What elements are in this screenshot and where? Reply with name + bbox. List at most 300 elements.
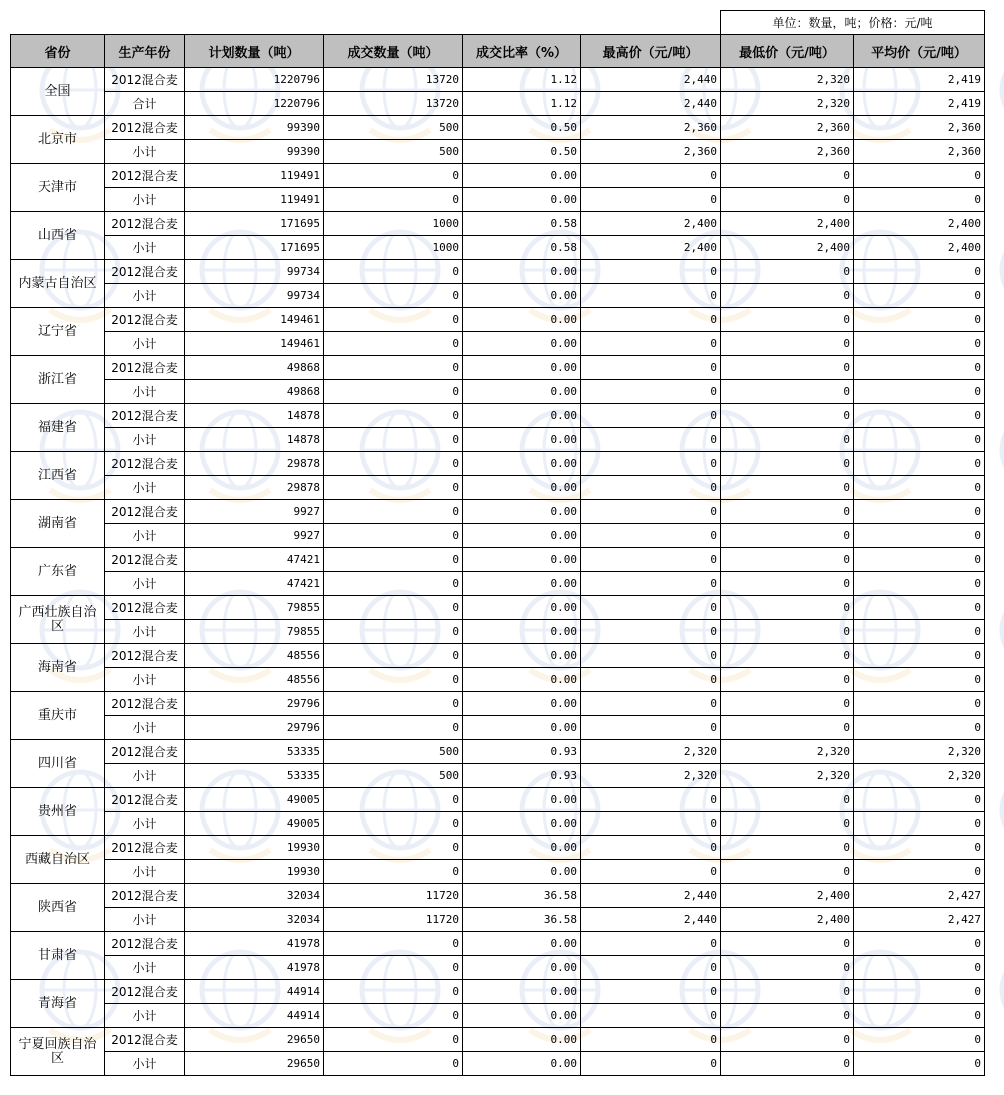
min-price-cell: 0 bbox=[721, 164, 854, 188]
max-price-cell: 0 bbox=[581, 428, 721, 452]
year-cell: 2012混合麦 bbox=[105, 500, 185, 524]
min-price-cell: 2,320 bbox=[721, 68, 854, 92]
min-price-cell: 2,320 bbox=[721, 764, 854, 788]
table-row bbox=[11, 740, 985, 764]
trade-ratio-cell: 0.00 bbox=[463, 716, 581, 740]
traded-qty-cell: 0 bbox=[324, 500, 463, 524]
max-price-cell: 0 bbox=[581, 476, 721, 500]
table-row bbox=[11, 884, 985, 908]
max-price-cell: 0 bbox=[581, 260, 721, 284]
table-row bbox=[11, 308, 985, 332]
year-cell: 小计 bbox=[105, 524, 185, 548]
avg-price-cell: 0 bbox=[854, 404, 985, 428]
table-row bbox=[11, 260, 985, 284]
max-price-cell: 0 bbox=[581, 332, 721, 356]
trade-ratio-cell: 0.50 bbox=[463, 116, 581, 140]
planned-qty-cell: 149461 bbox=[185, 332, 324, 356]
table-row bbox=[11, 116, 985, 140]
auction-results-table bbox=[10, 10, 985, 1076]
table-row bbox=[11, 716, 985, 740]
table-row bbox=[11, 356, 985, 380]
province-cell: 广西壮族自治区 bbox=[11, 596, 105, 644]
min-price-cell: 0 bbox=[721, 836, 854, 860]
planned-qty-cell: 47421 bbox=[185, 572, 324, 596]
year-cell: 2012混合麦 bbox=[105, 836, 185, 860]
max-price-cell: 0 bbox=[581, 1004, 721, 1028]
province-cell: 甘肃省 bbox=[11, 932, 105, 980]
avg-price-cell: 0 bbox=[854, 188, 985, 212]
min-price-cell: 0 bbox=[721, 644, 854, 668]
province-cell: 重庆市 bbox=[11, 692, 105, 740]
year-cell: 小计 bbox=[105, 572, 185, 596]
planned-qty-cell: 48556 bbox=[185, 668, 324, 692]
year-cell: 小计 bbox=[105, 956, 185, 980]
trade-ratio-cell: 1.12 bbox=[463, 92, 581, 116]
trade-ratio-cell: 0.58 bbox=[463, 236, 581, 260]
table-row bbox=[11, 452, 985, 476]
avg-price-cell: 0 bbox=[854, 668, 985, 692]
year-cell: 2012混合麦 bbox=[105, 404, 185, 428]
min-price-cell: 0 bbox=[721, 404, 854, 428]
table-row bbox=[11, 404, 985, 428]
trade-ratio-cell: 0.93 bbox=[463, 764, 581, 788]
year-cell: 小计 bbox=[105, 284, 185, 308]
trade-ratio-cell: 0.00 bbox=[463, 524, 581, 548]
max-price-cell: 2,360 bbox=[581, 140, 721, 164]
max-price-cell: 0 bbox=[581, 380, 721, 404]
trade-ratio-cell: 36.58 bbox=[463, 908, 581, 932]
table-row bbox=[11, 860, 985, 884]
min-price-cell: 0 bbox=[721, 308, 854, 332]
max-price-cell: 2,440 bbox=[581, 68, 721, 92]
min-price-cell: 0 bbox=[721, 1004, 854, 1028]
planned-qty-cell: 99734 bbox=[185, 260, 324, 284]
traded-qty-cell: 0 bbox=[324, 452, 463, 476]
traded-qty-cell: 0 bbox=[324, 356, 463, 380]
min-price-cell: 0 bbox=[721, 500, 854, 524]
avg-price-cell: 0 bbox=[854, 548, 985, 572]
province-cell: 湖南省 bbox=[11, 500, 105, 548]
province-cell: 宁夏回族自治区 bbox=[11, 1028, 105, 1076]
planned-qty-cell: 79855 bbox=[185, 596, 324, 620]
max-price-cell: 0 bbox=[581, 548, 721, 572]
table-row bbox=[11, 596, 985, 620]
planned-qty-cell: 47421 bbox=[185, 548, 324, 572]
traded-qty-cell: 11720 bbox=[324, 884, 463, 908]
avg-price-cell: 0 bbox=[854, 836, 985, 860]
planned-qty-cell: 29878 bbox=[185, 452, 324, 476]
traded-qty-cell: 500 bbox=[324, 740, 463, 764]
planned-qty-cell: 49005 bbox=[185, 812, 324, 836]
province-cell: 陕西省 bbox=[11, 884, 105, 932]
table-row bbox=[11, 908, 985, 932]
province-cell: 全国 bbox=[11, 68, 105, 116]
planned-qty-cell: 9927 bbox=[185, 500, 324, 524]
avg-price-cell: 2,400 bbox=[854, 212, 985, 236]
planned-qty-cell: 99390 bbox=[185, 116, 324, 140]
planned-qty-cell: 119491 bbox=[185, 188, 324, 212]
avg-price-cell: 0 bbox=[854, 860, 985, 884]
planned-qty-cell: 149461 bbox=[185, 308, 324, 332]
avg-price-cell: 0 bbox=[854, 260, 985, 284]
trade-ratio-cell: 0.00 bbox=[463, 356, 581, 380]
table-row bbox=[11, 524, 985, 548]
year-cell: 小计 bbox=[105, 140, 185, 164]
max-price-cell: 0 bbox=[581, 356, 721, 380]
max-price-cell: 0 bbox=[581, 1028, 721, 1052]
planned-qty-cell: 49005 bbox=[185, 788, 324, 812]
max-price-cell: 0 bbox=[581, 404, 721, 428]
planned-qty-cell: 44914 bbox=[185, 980, 324, 1004]
table-row bbox=[11, 812, 985, 836]
table-row bbox=[11, 572, 985, 596]
traded-qty-cell: 0 bbox=[324, 644, 463, 668]
table-row bbox=[11, 332, 985, 356]
planned-qty-cell: 41978 bbox=[185, 932, 324, 956]
table-row bbox=[11, 476, 985, 500]
max-price-cell: 0 bbox=[581, 692, 721, 716]
header-traded-qty: 成交数量（吨） bbox=[324, 35, 463, 68]
trade-ratio-cell: 0.00 bbox=[463, 836, 581, 860]
trade-ratio-cell: 0.00 bbox=[463, 692, 581, 716]
province-cell: 天津市 bbox=[11, 164, 105, 212]
trade-ratio-cell: 0.00 bbox=[463, 956, 581, 980]
traded-qty-cell: 11720 bbox=[324, 908, 463, 932]
province-cell: 贵州省 bbox=[11, 788, 105, 836]
header-max-price: 最高价（元/吨） bbox=[581, 35, 721, 68]
header-trade-ratio: 成交比率（%） bbox=[463, 35, 581, 68]
avg-price-cell: 2,320 bbox=[854, 764, 985, 788]
max-price-cell: 0 bbox=[581, 668, 721, 692]
avg-price-cell: 0 bbox=[854, 308, 985, 332]
traded-qty-cell: 500 bbox=[324, 764, 463, 788]
min-price-cell: 0 bbox=[721, 284, 854, 308]
year-cell: 2012混合麦 bbox=[105, 116, 185, 140]
trade-ratio-cell: 0.00 bbox=[463, 308, 581, 332]
year-cell: 2012混合麦 bbox=[105, 644, 185, 668]
trade-ratio-cell: 1.12 bbox=[463, 68, 581, 92]
max-price-cell: 0 bbox=[581, 524, 721, 548]
max-price-cell: 0 bbox=[581, 716, 721, 740]
max-price-cell: 0 bbox=[581, 572, 721, 596]
avg-price-cell: 0 bbox=[854, 956, 985, 980]
trade-ratio-cell: 0.00 bbox=[463, 284, 581, 308]
min-price-cell: 0 bbox=[721, 812, 854, 836]
year-cell: 2012混合麦 bbox=[105, 212, 185, 236]
min-price-cell: 2,400 bbox=[721, 236, 854, 260]
table-row bbox=[11, 68, 985, 92]
avg-price-cell: 2,419 bbox=[854, 68, 985, 92]
year-cell: 小计 bbox=[105, 860, 185, 884]
table-row bbox=[11, 500, 985, 524]
traded-qty-cell: 0 bbox=[324, 428, 463, 452]
trade-ratio-cell: 0.00 bbox=[463, 644, 581, 668]
table-row bbox=[11, 692, 985, 716]
max-price-cell: 0 bbox=[581, 644, 721, 668]
max-price-cell: 0 bbox=[581, 620, 721, 644]
planned-qty-cell: 32034 bbox=[185, 884, 324, 908]
max-price-cell: 0 bbox=[581, 596, 721, 620]
traded-qty-cell: 0 bbox=[324, 860, 463, 884]
price-table-container bbox=[10, 10, 984, 1076]
province-cell: 青海省 bbox=[11, 980, 105, 1028]
avg-price-cell: 0 bbox=[854, 356, 985, 380]
trade-ratio-cell: 0.00 bbox=[463, 188, 581, 212]
avg-price-cell: 2,427 bbox=[854, 908, 985, 932]
table-row bbox=[11, 1052, 985, 1076]
table-row bbox=[11, 164, 985, 188]
min-price-cell: 0 bbox=[721, 524, 854, 548]
planned-qty-cell: 29650 bbox=[185, 1028, 324, 1052]
avg-price-cell: 2,419 bbox=[854, 92, 985, 116]
avg-price-cell: 2,320 bbox=[854, 740, 985, 764]
planned-qty-cell: 49868 bbox=[185, 380, 324, 404]
province-cell: 江西省 bbox=[11, 452, 105, 500]
year-cell: 小计 bbox=[105, 1004, 185, 1028]
min-price-cell: 0 bbox=[721, 1052, 854, 1076]
trade-ratio-cell: 0.00 bbox=[463, 596, 581, 620]
trade-ratio-cell: 0.00 bbox=[463, 452, 581, 476]
table-row bbox=[11, 428, 985, 452]
min-price-cell: 0 bbox=[721, 956, 854, 980]
year-cell: 小计 bbox=[105, 620, 185, 644]
trade-ratio-cell: 0.00 bbox=[463, 980, 581, 1004]
traded-qty-cell: 500 bbox=[324, 116, 463, 140]
min-price-cell: 0 bbox=[721, 332, 854, 356]
avg-price-cell: 2,400 bbox=[854, 236, 985, 260]
max-price-cell: 0 bbox=[581, 1052, 721, 1076]
avg-price-cell: 0 bbox=[854, 524, 985, 548]
year-cell: 2012混合麦 bbox=[105, 740, 185, 764]
year-cell: 2012混合麦 bbox=[105, 68, 185, 92]
traded-qty-cell: 1000 bbox=[324, 212, 463, 236]
avg-price-cell: 0 bbox=[854, 980, 985, 1004]
planned-qty-cell: 41978 bbox=[185, 956, 324, 980]
max-price-cell: 2,440 bbox=[581, 908, 721, 932]
max-price-cell: 2,360 bbox=[581, 116, 721, 140]
traded-qty-cell: 13720 bbox=[324, 68, 463, 92]
unit-note: 单位：数量，吨；价格：元/吨 bbox=[721, 11, 985, 35]
table-row bbox=[11, 1004, 985, 1028]
table-row bbox=[11, 788, 985, 812]
year-cell: 小计 bbox=[105, 236, 185, 260]
year-cell: 2012混合麦 bbox=[105, 932, 185, 956]
traded-qty-cell: 500 bbox=[324, 140, 463, 164]
avg-price-cell: 0 bbox=[854, 692, 985, 716]
min-price-cell: 0 bbox=[721, 860, 854, 884]
avg-price-cell: 0 bbox=[854, 380, 985, 404]
traded-qty-cell: 0 bbox=[324, 668, 463, 692]
min-price-cell: 0 bbox=[721, 380, 854, 404]
trade-ratio-cell: 0.00 bbox=[463, 380, 581, 404]
table-row bbox=[11, 1028, 985, 1052]
avg-price-cell: 0 bbox=[854, 500, 985, 524]
avg-price-cell: 0 bbox=[854, 164, 985, 188]
avg-price-cell: 2,360 bbox=[854, 140, 985, 164]
table-row bbox=[11, 212, 985, 236]
planned-qty-cell: 99390 bbox=[185, 140, 324, 164]
min-price-cell: 0 bbox=[721, 428, 854, 452]
min-price-cell: 0 bbox=[721, 476, 854, 500]
year-cell: 小计 bbox=[105, 1052, 185, 1076]
table-row bbox=[11, 548, 985, 572]
min-price-cell: 2,400 bbox=[721, 908, 854, 932]
trade-ratio-cell: 36.58 bbox=[463, 884, 581, 908]
max-price-cell: 0 bbox=[581, 164, 721, 188]
max-price-cell: 0 bbox=[581, 956, 721, 980]
year-cell: 2012混合麦 bbox=[105, 788, 185, 812]
planned-qty-cell: 9927 bbox=[185, 524, 324, 548]
traded-qty-cell: 13720 bbox=[324, 92, 463, 116]
planned-qty-cell: 53335 bbox=[185, 764, 324, 788]
traded-qty-cell: 0 bbox=[324, 716, 463, 740]
traded-qty-cell: 0 bbox=[324, 332, 463, 356]
traded-qty-cell: 0 bbox=[324, 692, 463, 716]
traded-qty-cell: 0 bbox=[324, 812, 463, 836]
min-price-cell: 0 bbox=[721, 356, 854, 380]
planned-qty-cell: 32034 bbox=[185, 908, 324, 932]
trade-ratio-cell: 0.00 bbox=[463, 428, 581, 452]
min-price-cell: 0 bbox=[721, 668, 854, 692]
avg-price-cell: 0 bbox=[854, 332, 985, 356]
planned-qty-cell: 19930 bbox=[185, 860, 324, 884]
planned-qty-cell: 1220796 bbox=[185, 68, 324, 92]
table-body bbox=[11, 68, 985, 1076]
year-cell: 2012混合麦 bbox=[105, 692, 185, 716]
trade-ratio-cell: 0.00 bbox=[463, 164, 581, 188]
avg-price-cell: 0 bbox=[854, 620, 985, 644]
min-price-cell: 2,320 bbox=[721, 740, 854, 764]
year-cell: 2012混合麦 bbox=[105, 452, 185, 476]
min-price-cell: 0 bbox=[721, 1028, 854, 1052]
max-price-cell: 2,320 bbox=[581, 740, 721, 764]
trade-ratio-cell: 0.00 bbox=[463, 620, 581, 644]
avg-price-cell: 0 bbox=[854, 716, 985, 740]
table-row bbox=[11, 764, 985, 788]
min-price-cell: 0 bbox=[721, 716, 854, 740]
max-price-cell: 2,440 bbox=[581, 884, 721, 908]
planned-qty-cell: 44914 bbox=[185, 1004, 324, 1028]
year-cell: 小计 bbox=[105, 188, 185, 212]
trade-ratio-cell: 0.00 bbox=[463, 788, 581, 812]
min-price-cell: 0 bbox=[721, 980, 854, 1004]
planned-qty-cell: 29650 bbox=[185, 1052, 324, 1076]
planned-qty-cell: 1220796 bbox=[185, 92, 324, 116]
trade-ratio-cell: 0.00 bbox=[463, 500, 581, 524]
avg-price-cell: 0 bbox=[854, 284, 985, 308]
traded-qty-cell: 0 bbox=[324, 620, 463, 644]
year-cell: 小计 bbox=[105, 908, 185, 932]
table-row bbox=[11, 284, 985, 308]
trade-ratio-cell: 0.00 bbox=[463, 932, 581, 956]
planned-qty-cell: 171695 bbox=[185, 212, 324, 236]
max-price-cell: 0 bbox=[581, 452, 721, 476]
max-price-cell: 2,320 bbox=[581, 764, 721, 788]
planned-qty-cell: 171695 bbox=[185, 236, 324, 260]
min-price-cell: 0 bbox=[721, 596, 854, 620]
province-cell: 西藏自治区 bbox=[11, 836, 105, 884]
trade-ratio-cell: 0.93 bbox=[463, 740, 581, 764]
min-price-cell: 0 bbox=[721, 620, 854, 644]
traded-qty-cell: 0 bbox=[324, 380, 463, 404]
avg-price-cell: 2,427 bbox=[854, 884, 985, 908]
table-row bbox=[11, 140, 985, 164]
planned-qty-cell: 19930 bbox=[185, 836, 324, 860]
table-row bbox=[11, 956, 985, 980]
min-price-cell: 0 bbox=[721, 188, 854, 212]
traded-qty-cell: 0 bbox=[324, 932, 463, 956]
planned-qty-cell: 119491 bbox=[185, 164, 324, 188]
table-row bbox=[11, 620, 985, 644]
year-cell: 小计 bbox=[105, 332, 185, 356]
province-cell: 四川省 bbox=[11, 740, 105, 788]
min-price-cell: 0 bbox=[721, 548, 854, 572]
avg-price-cell: 0 bbox=[854, 572, 985, 596]
table-row bbox=[11, 668, 985, 692]
planned-qty-cell: 79855 bbox=[185, 620, 324, 644]
table-row bbox=[11, 380, 985, 404]
max-price-cell: 0 bbox=[581, 836, 721, 860]
traded-qty-cell: 0 bbox=[324, 476, 463, 500]
traded-qty-cell: 0 bbox=[324, 548, 463, 572]
planned-qty-cell: 99734 bbox=[185, 284, 324, 308]
table-row bbox=[11, 932, 985, 956]
planned-qty-cell: 48556 bbox=[185, 644, 324, 668]
avg-price-cell: 0 bbox=[854, 1052, 985, 1076]
year-cell: 2012混合麦 bbox=[105, 980, 185, 1004]
year-cell: 小计 bbox=[105, 476, 185, 500]
min-price-cell: 0 bbox=[721, 260, 854, 284]
province-cell: 内蒙古自治区 bbox=[11, 260, 105, 308]
table-row bbox=[11, 92, 985, 116]
header-planned-qty: 计划数量（吨） bbox=[185, 35, 324, 68]
trade-ratio-cell: 0.00 bbox=[463, 572, 581, 596]
planned-qty-cell: 14878 bbox=[185, 428, 324, 452]
min-price-cell: 0 bbox=[721, 452, 854, 476]
avg-price-cell: 0 bbox=[854, 1004, 985, 1028]
planned-qty-cell: 53335 bbox=[185, 740, 324, 764]
min-price-cell: 2,360 bbox=[721, 116, 854, 140]
trade-ratio-cell: 0.50 bbox=[463, 140, 581, 164]
max-price-cell: 2,400 bbox=[581, 236, 721, 260]
traded-qty-cell: 0 bbox=[324, 308, 463, 332]
avg-price-cell: 0 bbox=[854, 428, 985, 452]
trade-ratio-cell: 0.00 bbox=[463, 260, 581, 284]
year-cell: 小计 bbox=[105, 716, 185, 740]
max-price-cell: 0 bbox=[581, 980, 721, 1004]
max-price-cell: 2,440 bbox=[581, 92, 721, 116]
avg-price-cell: 0 bbox=[854, 476, 985, 500]
year-cell: 2012混合麦 bbox=[105, 548, 185, 572]
traded-qty-cell: 0 bbox=[324, 956, 463, 980]
table-row bbox=[11, 188, 985, 212]
table-header-row bbox=[11, 35, 985, 68]
traded-qty-cell: 0 bbox=[324, 188, 463, 212]
planned-qty-cell: 29796 bbox=[185, 716, 324, 740]
min-price-cell: 0 bbox=[721, 692, 854, 716]
table-row bbox=[11, 644, 985, 668]
table-row bbox=[11, 236, 985, 260]
year-cell: 2012混合麦 bbox=[105, 260, 185, 284]
max-price-cell: 2,400 bbox=[581, 212, 721, 236]
traded-qty-cell: 0 bbox=[324, 524, 463, 548]
avg-price-cell: 0 bbox=[854, 596, 985, 620]
min-price-cell: 0 bbox=[721, 572, 854, 596]
traded-qty-cell: 0 bbox=[324, 1004, 463, 1028]
planned-qty-cell: 29878 bbox=[185, 476, 324, 500]
province-cell: 海南省 bbox=[11, 644, 105, 692]
max-price-cell: 0 bbox=[581, 188, 721, 212]
